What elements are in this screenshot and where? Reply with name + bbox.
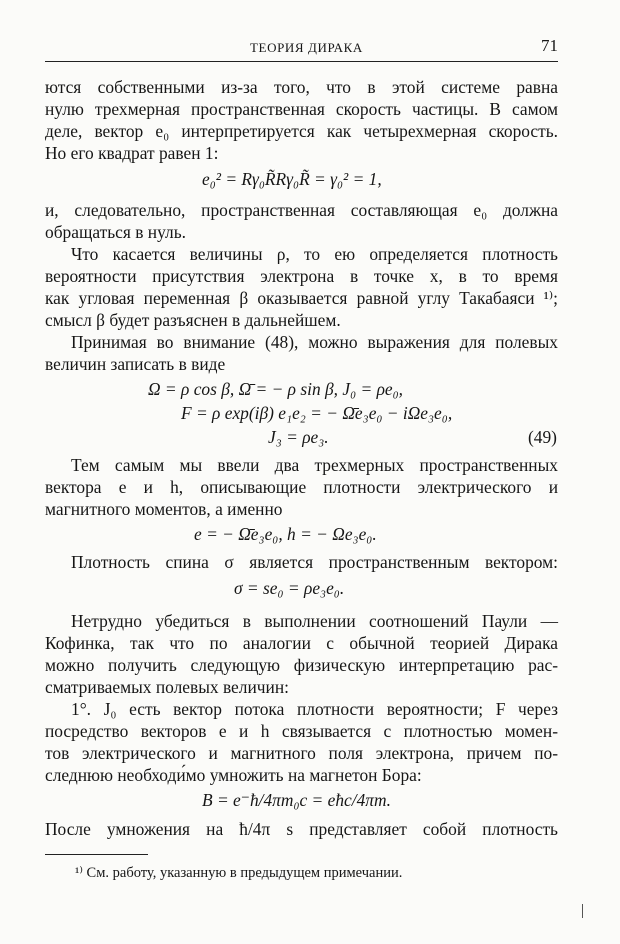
page-number: 71 <box>541 36 558 55</box>
text-line: обращаться в нуль. <box>45 222 186 242</box>
text-line: 1°. J₀ есть вектор потока плотности вероятности; F через <box>71 699 558 719</box>
text-line: вектора e и h, описывающие плотности электрического и <box>45 477 558 497</box>
footnote: ¹⁾ См. работу, указанную в предыдущем примечании. <box>75 865 403 881</box>
text-line: как угловая переменная β оказывается равной углу Такабаяси ¹⁾; <box>45 288 558 308</box>
equation-bohr-magneton: B = e⁻ħ/4πm₀c = eħc/4πm. <box>202 790 391 810</box>
text-line: После умножения на ħ/4π s представляет собой плотность <box>45 819 558 839</box>
text-line: величин записать в виде <box>45 354 226 374</box>
text-line: тов электрического и магнитного поля электрона, причем по- <box>45 743 558 763</box>
equation-49-line-2: F = ρ exp(iβ) e₁e₂ = − Ω̄e₃e₀ − iΩe₃e₀, <box>181 403 453 423</box>
text-line: посредство векторов e и h связывается с плотностью момен- <box>45 721 558 741</box>
equation-49-line-1: Ω = ρ cos β, Ω̄ = − ρ sin β, J₀ = ρe₀, <box>148 379 404 399</box>
text-line: смысл β будет разъяснен в дальнейшем. <box>45 310 341 330</box>
text-line: и, следовательно, пространственная составляющая e₀ должна <box>45 200 558 220</box>
text-line: Принимая во внимание (48), можно выражения для полевых <box>71 332 558 352</box>
header-rule <box>45 61 558 62</box>
text-line: магнитного моментов, а именно <box>45 499 283 519</box>
equation-number: (49) <box>528 427 557 447</box>
footnote-rule <box>45 854 148 855</box>
text-line: можно получить следующую физическую интерпретацию рас- <box>45 655 558 675</box>
text-line: Что касается величины ρ, то ею определяется плотность <box>71 244 558 264</box>
text-line: деле, вектор e₀ интерпретируется как четырехмерная скорость. <box>45 121 558 141</box>
text-line: Тем самым мы ввели два трехмерных пространственных <box>71 455 558 475</box>
running-head: ТЕОРИЯ ДИРАКА <box>250 40 363 55</box>
text-line: Кофинка, так что по аналогии с обычной теорией Дирака <box>45 633 558 653</box>
equation-sigma: σ = se₀ = ρe₃e₀. <box>234 578 345 598</box>
equation-e-h: e = − Ω̄e₃e₀, h = − Ωe₃e₀. <box>194 524 377 544</box>
text-line: сматриваемых полевых величин: <box>45 677 289 697</box>
text-line: вероятности присутствия электрона в точке x, в то время <box>45 266 558 286</box>
text-line: Нетрудно убедиться в выполнении соотношений Паули — <box>71 611 558 631</box>
text-line: ются собственными из-за того, что в этой системе равна <box>45 77 558 97</box>
margin-mark <box>582 904 583 918</box>
text-line: Плотность спина σ является пространственным вектором: <box>71 552 558 572</box>
equation-49-line-3: J₃ = ρe₃. <box>268 427 329 447</box>
equation-e0-squared: e₀² = Rγ₀R̃Rγ₀R̃ = γ₀² = 1, <box>202 169 382 189</box>
text-line: следнюю необходи́мо умножить на магнетон Бора: <box>45 765 422 785</box>
text-line: Но его квадрат равен 1: <box>45 143 219 163</box>
text-line: нулю трехмерная пространственная скорость частицы. В самом <box>45 99 558 119</box>
